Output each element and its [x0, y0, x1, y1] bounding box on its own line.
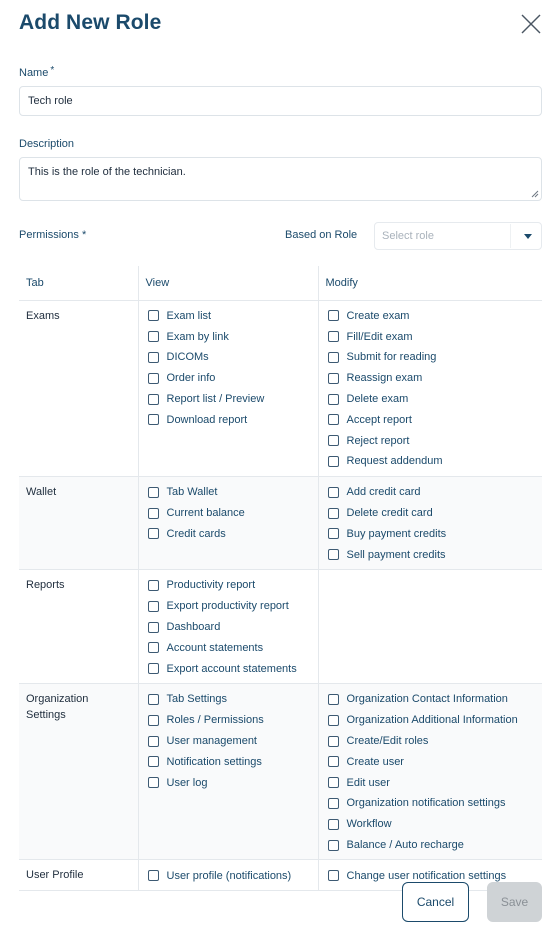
view-cell: [138, 860, 318, 891]
table-row: [19, 570, 542, 684]
description-label: Description: [19, 138, 75, 150]
permission-checkbox[interactable]: [148, 870, 159, 881]
permission-checkbox[interactable]: [328, 819, 339, 830]
permission-view-item[interactable]: [146, 523, 311, 544]
permission-modify-item[interactable]: [326, 503, 536, 524]
permission-label: Workflow: [346, 818, 392, 831]
permission-checkbox[interactable]: [148, 663, 159, 674]
permission-checkbox[interactable]: [148, 622, 159, 633]
permission-label: Balance / Auto recharge: [346, 839, 464, 852]
permission-modify-item[interactable]: [326, 326, 536, 347]
modify-cell: [318, 570, 542, 684]
permission-modify-item[interactable]: [326, 482, 536, 503]
permission-checkbox[interactable]: [148, 487, 159, 498]
permission-checkbox[interactable]: [148, 642, 159, 653]
header-modify: Modify: [318, 266, 542, 300]
view-cell: [138, 300, 318, 476]
permission-view-item[interactable]: [146, 731, 311, 752]
permission-view-item[interactable]: [146, 865, 311, 886]
permission-modify-item[interactable]: [326, 306, 536, 327]
permission-view-item[interactable]: [146, 326, 311, 347]
permission-checkbox[interactable]: [328, 352, 339, 363]
modify-cell: [318, 300, 542, 476]
select-divider: [510, 224, 511, 248]
view-cell: [138, 476, 318, 569]
permission-modify-item[interactable]: [326, 389, 536, 410]
permission-label: Request addendum: [346, 455, 443, 468]
permission-view-item[interactable]: [146, 596, 311, 617]
tab-cell: [19, 860, 138, 891]
permission-checkbox[interactable]: [148, 694, 159, 705]
permission-label: Dashboard: [166, 621, 221, 634]
tab-name: User Profile: [26, 869, 84, 882]
permission-checkbox[interactable]: [328, 435, 339, 446]
permission-view-item[interactable]: [146, 482, 311, 503]
permission-label: Organization Contact Information: [346, 693, 508, 706]
permission-modify-item[interactable]: [326, 430, 536, 451]
permission-label: Accept report: [346, 413, 412, 426]
save-button[interactable]: Save: [487, 882, 542, 922]
permission-view-item[interactable]: [146, 575, 311, 596]
permission-label: Productivity report: [166, 579, 256, 592]
permission-checkbox[interactable]: [328, 736, 339, 747]
close-icon: [519, 12, 543, 36]
name-input[interactable]: Tech role: [19, 86, 542, 116]
permission-checkbox[interactable]: [328, 549, 339, 560]
permission-label: Export productivity report: [166, 600, 289, 613]
name-label: Name *: [19, 65, 55, 79]
permission-label: Reassign exam: [346, 372, 423, 385]
permissions-table: [19, 266, 542, 891]
modify-cell: [318, 476, 542, 569]
permission-label: Current balance: [166, 507, 245, 520]
permission-checkbox[interactable]: [328, 798, 339, 809]
permission-modify-item[interactable]: [326, 451, 536, 472]
permission-checkbox[interactable]: [328, 528, 339, 539]
permission-label: DICOMs: [166, 351, 209, 364]
permission-view-item[interactable]: [146, 689, 311, 710]
description-input[interactable]: [19, 157, 542, 201]
table-row: [19, 684, 542, 860]
permission-label: Submit for reading: [346, 351, 437, 364]
permission-checkbox[interactable]: [148, 508, 159, 519]
permission-view-item[interactable]: [146, 409, 311, 430]
permission-modify-item[interactable]: [326, 523, 536, 544]
permission-label: Account statements: [166, 641, 264, 654]
permissions-label: Permissions *: [19, 229, 87, 241]
permission-view-item[interactable]: [146, 306, 311, 327]
permission-checkbox[interactable]: [148, 414, 159, 425]
permission-checkbox[interactable]: [148, 601, 159, 612]
permission-checkbox[interactable]: [328, 394, 339, 405]
permission-checkbox[interactable]: [328, 508, 339, 519]
permission-view-item[interactable]: [146, 658, 311, 679]
permission-view-item[interactable]: [146, 751, 311, 772]
permission-label: User management: [166, 735, 257, 748]
view-cell: [138, 570, 318, 684]
permission-checkbox[interactable]: [328, 756, 339, 767]
description-text: This is the role of the technician.: [28, 166, 186, 178]
permission-view-item[interactable]: [146, 710, 311, 731]
tab-name: Organization Settings: [26, 693, 89, 722]
permission-label: Sell payment credits: [346, 548, 446, 561]
permission-checkbox[interactable]: [148, 394, 159, 405]
permission-label: Exam list: [166, 309, 212, 322]
permission-checkbox[interactable]: [148, 736, 159, 747]
header-tab: Tab: [19, 266, 138, 300]
permission-label: Tab Settings: [166, 693, 228, 706]
resize-grip-icon[interactable]: [531, 190, 539, 198]
dialog-title: Add New Role: [19, 11, 162, 34]
permission-label: Organization Additional Information: [346, 714, 518, 727]
permission-label: Credit cards: [166, 527, 226, 540]
permission-checkbox[interactable]: [148, 373, 159, 384]
permission-modify-item[interactable]: [326, 772, 536, 793]
permission-label: Reject report: [346, 434, 410, 447]
table-row: [19, 300, 542, 476]
tab-cell: [19, 476, 138, 569]
permission-label: Order info: [166, 372, 216, 385]
permission-checkbox[interactable]: [148, 756, 159, 767]
permission-label: Export account statements: [166, 662, 297, 675]
permission-label: Edit user: [346, 776, 390, 789]
permission-checkbox[interactable]: [148, 331, 159, 342]
permission-label: Add credit card: [346, 486, 421, 499]
permission-label: User log: [166, 776, 208, 789]
permission-label: Tab Wallet: [166, 486, 218, 499]
permission-checkbox[interactable]: [328, 840, 339, 851]
tab-cell: [19, 300, 138, 476]
permission-label: Notification settings: [166, 755, 262, 768]
permission-modify-item[interactable]: [326, 409, 536, 430]
permission-checkbox[interactable]: [148, 715, 159, 726]
tab-name: Exams: [26, 309, 60, 322]
permission-checkbox[interactable]: [328, 331, 339, 342]
permission-modify-item[interactable]: [326, 731, 536, 752]
permission-label: Roles / Permissions: [166, 714, 264, 727]
permission-checkbox[interactable]: [328, 373, 339, 384]
header-view: View: [138, 266, 318, 300]
permission-checkbox[interactable]: [148, 580, 159, 591]
permission-checkbox[interactable]: [328, 715, 339, 726]
permission-label: Exam by link: [166, 330, 229, 343]
permission-checkbox[interactable]: [328, 310, 339, 321]
permission-view-item[interactable]: [146, 368, 311, 389]
table-header-row: [19, 266, 542, 300]
permission-label: Create exam: [346, 309, 410, 322]
permission-label: Report list / Preview: [166, 393, 265, 406]
permission-view-item[interactable]: [146, 617, 311, 638]
permission-checkbox[interactable]: [148, 352, 159, 363]
permission-label: Create/Edit roles: [346, 735, 429, 748]
permission-checkbox[interactable]: [328, 487, 339, 498]
permission-modify-item[interactable]: [326, 347, 536, 368]
permission-modify-item[interactable]: [326, 689, 536, 710]
permission-checkbox[interactable]: [328, 870, 339, 881]
permission-label: Change user notification settings: [346, 869, 507, 882]
cancel-button[interactable]: Cancel: [402, 882, 469, 922]
permission-checkbox[interactable]: [148, 310, 159, 321]
role-select[interactable]: [374, 222, 542, 250]
modify-cell: [318, 684, 542, 860]
permission-modify-item[interactable]: [326, 368, 536, 389]
permission-modify-item[interactable]: [326, 751, 536, 772]
chevron-down-icon: [524, 234, 532, 239]
close-button[interactable]: [519, 12, 543, 36]
tab-cell: [19, 570, 138, 684]
permission-label: User profile (notifications): [166, 869, 292, 882]
permission-label: Delete exam: [346, 393, 409, 406]
permission-modify-item[interactable]: [326, 793, 536, 814]
permission-view-item[interactable]: [146, 503, 311, 524]
role-select-placeholder: Select role: [382, 230, 434, 242]
permission-label: Organization notification settings: [346, 797, 506, 810]
permission-label: Fill/Edit exam: [346, 330, 413, 343]
permission-modify-item[interactable]: [326, 544, 536, 565]
permission-view-item[interactable]: [146, 347, 311, 368]
permission-modify-item[interactable]: [326, 835, 536, 856]
permission-view-item[interactable]: [146, 389, 311, 410]
permission-label: Download report: [166, 413, 248, 426]
table-row: [19, 476, 542, 569]
based-on-role-label: Based on Role: [285, 229, 358, 241]
permission-checkbox[interactable]: [148, 528, 159, 539]
permission-checkbox[interactable]: [328, 694, 339, 705]
permission-view-item[interactable]: [146, 772, 311, 793]
permission-modify-item[interactable]: [326, 814, 536, 835]
permission-checkbox[interactable]: [328, 456, 339, 467]
permission-label: Delete credit card: [346, 507, 433, 520]
permission-modify-item[interactable]: [326, 710, 536, 731]
view-cell: [138, 684, 318, 860]
permission-label: Buy payment credits: [346, 527, 447, 540]
permission-view-item[interactable]: [146, 637, 311, 658]
required-marker: *: [50, 65, 55, 76]
permission-checkbox[interactable]: [328, 777, 339, 788]
tab-cell: [19, 684, 138, 860]
permission-checkbox[interactable]: [148, 777, 159, 788]
tab-name: Wallet: [26, 485, 57, 498]
permission-checkbox[interactable]: [328, 414, 339, 425]
permission-label: Create user: [346, 755, 404, 768]
tab-name: Reports: [26, 579, 65, 592]
